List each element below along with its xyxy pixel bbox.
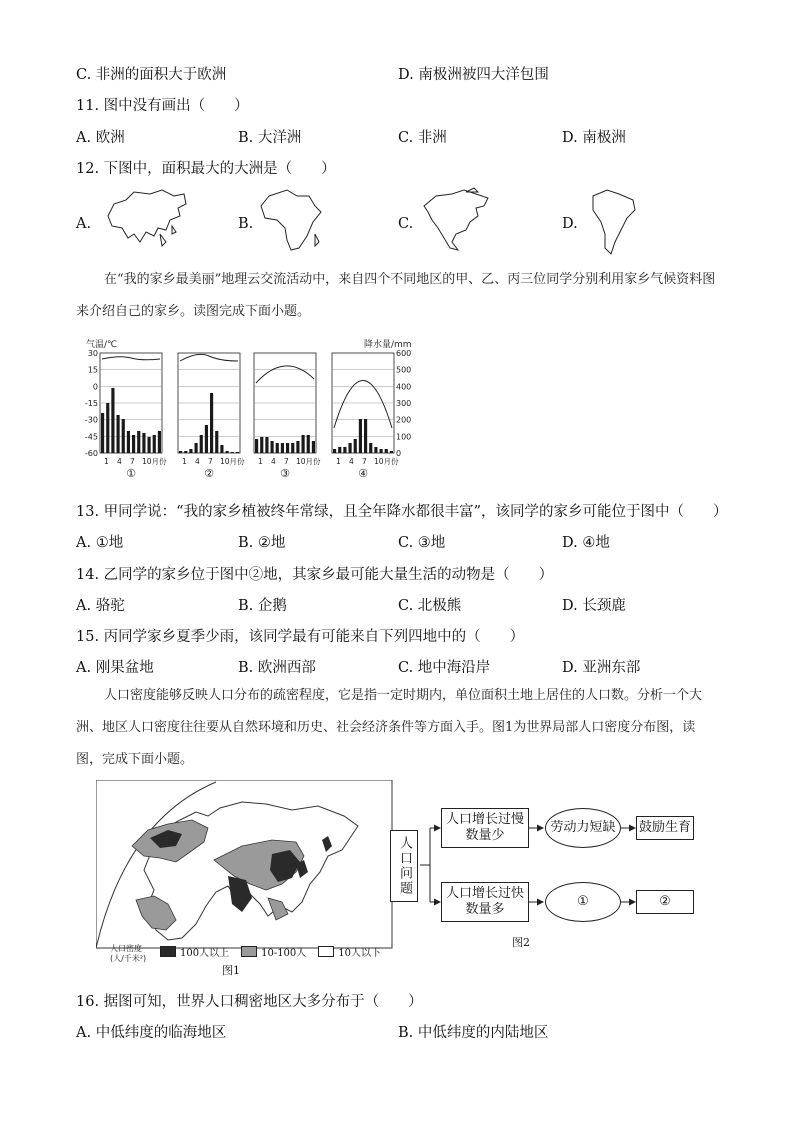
flow-top-end-box: 鼓励生育 [636,816,694,840]
climate-panel-label: ③ [280,467,290,480]
flow-bottom-end-box: ② [636,890,694,914]
q11-stem: 11. 图中没有画出（ ） [76,98,249,114]
month-tick-label: 10月份 [220,457,245,466]
precipitation-tick-label: 300 [396,399,412,408]
legend-item [318,944,381,959]
temperature-tick-label: -30 [84,415,98,425]
south-america-outline-image [583,186,643,258]
legend-label: 100人以上 [180,948,230,959]
q12-label-b: B. [238,216,254,232]
q12-label-c: C. [398,216,414,232]
precipitation-tick-label: 200 [396,415,412,425]
q14-option-c: C. 北极熊 [398,598,462,614]
q12-label-d: D. [562,216,578,232]
q10-option-d: D. 南极洲被四大洋包围 [398,67,549,83]
legend-item [160,944,229,959]
q10-option-c: C. 非洲的面积大于欧洲 [76,67,227,83]
q16-option-b: B. 中低纬度的内陆地区 [398,1025,549,1041]
month-tick-label: 1 [104,457,109,466]
precipitation-tick-label: 0 [396,449,402,458]
month-tick-label: 4 [271,457,276,466]
month-tick-label: 1 [336,457,341,466]
temperature-tick-label: 0 [92,382,98,392]
q11-option-d: D. 南极洲 [562,130,626,146]
figure-2-caption: 图2 [512,936,530,949]
precipitation-tick-label: 500 [396,365,412,375]
q15-option-d: D. 亚洲东部 [562,660,641,676]
temperature-axis-title: 气温/℃ [86,340,118,350]
climate-panel-1 [100,353,167,480]
flow-bottom-oval: ① [545,882,621,922]
map-legend [160,944,381,959]
flow-root-box: 人口问题 [390,830,418,902]
climate-panel-label: ① [126,467,136,480]
month-tick-label: 7 [284,457,289,466]
passage-climate-intro: 在“我的家乡最美丽”地理云交流活动中，来自四个不同地区的甲、乙、丙三位同学分别利用家乡气候资料图来介绍自己的家乡。读图完成下面小题。 [76,272,716,319]
temperature-tick-label: 30 [87,349,98,358]
month-tick-label: 7 [208,457,213,466]
temperature-tick-label: 15 [87,365,98,375]
month-tick-label: 4 [195,457,200,466]
temperature-tick-label: -60 [84,449,98,458]
month-tick-label: 4 [117,457,122,466]
climate-panel-label: ② [204,467,214,480]
legend-swatch [160,946,176,957]
q13-option-a: A. ①地 [76,535,124,551]
legend-label: 10-100人 [261,948,307,959]
month-tick-label: 4 [349,457,354,466]
legend-swatch [318,946,334,957]
month-tick-label: 10月份 [296,457,321,466]
flow-bottom-box: 人口增长过快数量多 [441,882,529,922]
precipitation-axis-title: 降水量/mm [364,340,412,350]
q15-option-c: C. 地中海沿岸 [398,660,491,676]
month-tick-label: 1 [182,457,187,466]
legend-label: 10人以下 [338,948,382,959]
q16-option-a: A. 中低纬度的临海地区 [76,1025,227,1041]
temperature-tick-label: -15 [84,399,98,408]
flow-top-box: 人口增长过慢数量少 [441,808,529,848]
map-legend-title: 人口密度 (人/千米²) [110,944,147,963]
q14-option-d: D. 长颈鹿 [562,598,626,614]
q13-option-d: D. ④地 [562,535,610,551]
month-tick-label: 10月份 [374,457,399,466]
africa-outline-image [255,186,325,256]
legend-swatch [241,946,257,957]
passage-population-intro: 人口密度能够反映人口分布的疏密程度，它是指一定时期内，单位面积土地上居住的人口数。分析一个大洲、地区人口密度往往要从自然环境和历史、社会经济条件等方面入手。图1为世界局部人口密度分布图，读图，完成下面小题。 [76,688,703,767]
north-america-outline-image [418,186,498,256]
q12-label-a: A. [76,216,92,232]
month-tick-label: 1 [258,457,263,466]
climate-panel-3 [254,353,321,480]
q14-option-a: A. 骆驼 [76,598,125,614]
q13-option-c: C. ③地 [398,535,446,551]
climate-panel-4 [332,353,402,480]
climate-charts-figure [82,335,422,485]
asia-outline-image [100,186,190,256]
legend-item [241,944,306,959]
q14-option-b: B. 企鹅 [238,598,287,614]
q11-option-b: B. 大洋洲 [238,130,302,146]
q16-stem: 16. 据图可知，世界人口稠密地区大多分布于（ ） [76,994,423,1010]
q13-option-b: B. ②地 [238,535,286,551]
q11-option-a: A. 欧洲 [76,130,125,146]
month-tick-label: 7 [130,457,135,466]
q15-stem: 15. 丙同学家乡夏季少雨，该同学最有可能来自下列四地中的（ ） [76,629,525,645]
climate-panel-label: ④ [358,467,368,480]
q12-stem: 12. 下图中，面积最大的大洲是（ ） [76,161,336,177]
figure-1-caption: 图1 [222,964,240,977]
precipitation-tick-label: 600 [396,349,412,358]
q14-stem: 14. 乙同学的家乡位于图中②地，其家乡最可能大量生活的动物是（ ） [76,567,554,583]
q15-option-a: A. 刚果盆地 [76,660,154,676]
q11-option-c: C. 非洲 [398,130,447,146]
q13-stem: 13. 甲同学说：“我的家乡植被终年常绿，且全年降水都很丰富”，该同学的家乡可能位于图中（ ） [76,504,728,520]
flow-top-oval: 劳动力短缺 [545,808,621,848]
q15-option-b: B. 欧洲西部 [238,660,316,676]
temperature-tick-label: -45 [84,432,98,442]
month-tick-label: 7 [362,457,367,466]
climate-panel-2 [178,353,245,480]
precipitation-tick-label: 100 [396,432,412,442]
month-tick-label: 10月份 [142,457,167,466]
precipitation-tick-label: 400 [396,382,412,392]
